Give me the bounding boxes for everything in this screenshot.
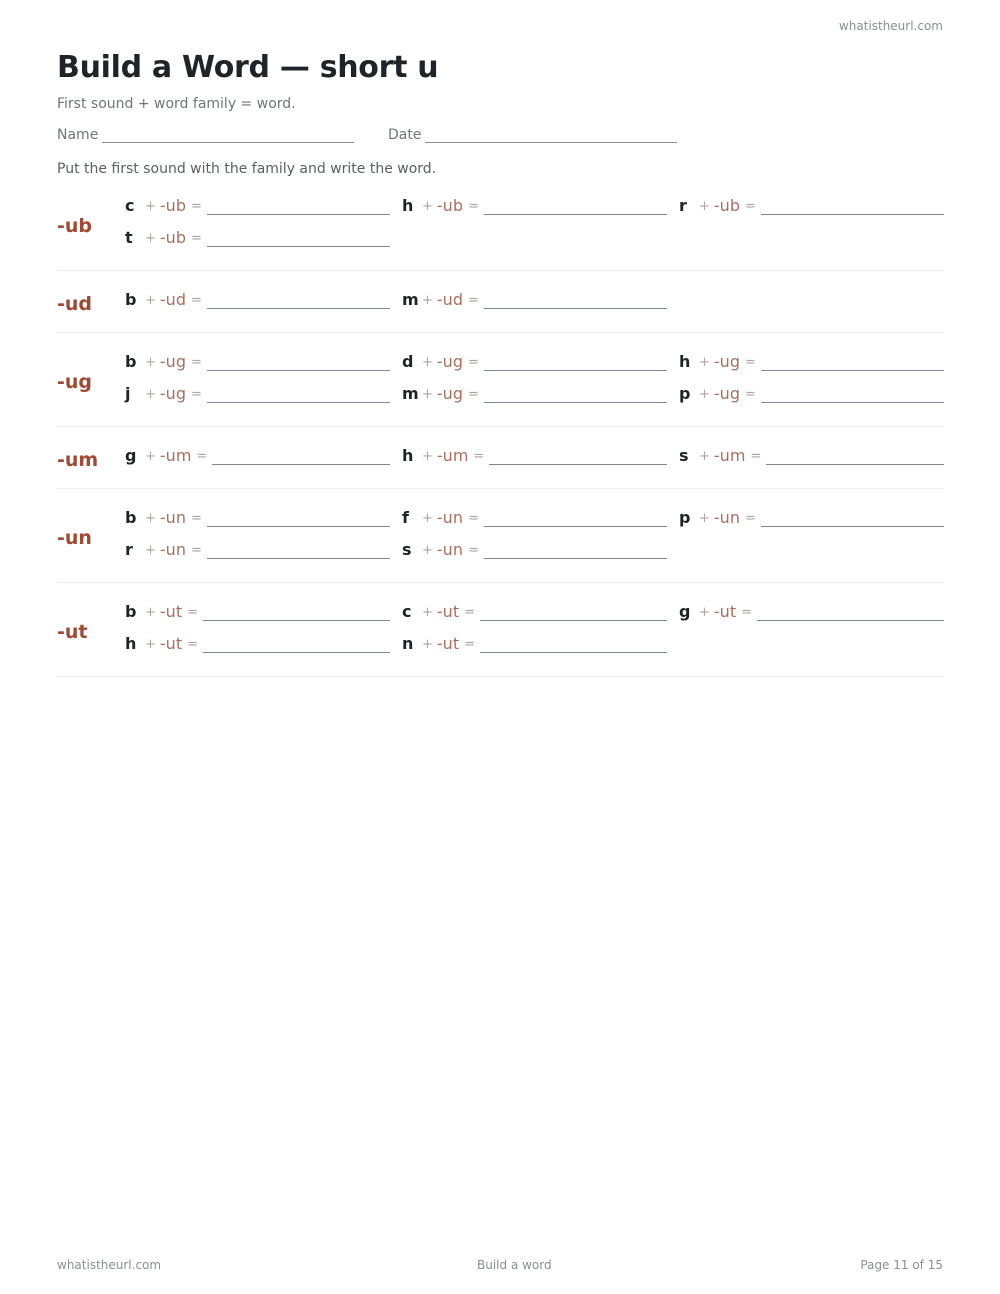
family-part: -ug xyxy=(713,384,740,403)
build-word-item xyxy=(679,381,944,403)
first-sound: h xyxy=(679,352,691,371)
first-sound: s xyxy=(679,446,689,465)
plus-sign: + xyxy=(145,543,156,558)
family-part: -ub xyxy=(436,196,463,215)
equals-sign: = xyxy=(190,355,202,370)
date-label: Date xyxy=(388,127,422,143)
plus-sign: + xyxy=(422,449,433,464)
family-part: -ut xyxy=(436,634,460,653)
build-word-item xyxy=(402,599,667,621)
family-part: -um xyxy=(713,446,746,465)
first-sound: t xyxy=(125,228,133,247)
answer-write-line[interactable] xyxy=(484,199,667,215)
plus-sign: + xyxy=(422,199,433,214)
name-write-line[interactable] xyxy=(102,129,354,143)
equals-sign: = xyxy=(750,449,762,464)
equals-sign: = xyxy=(744,511,756,526)
equals-sign: = xyxy=(744,199,756,214)
plus-sign: + xyxy=(699,355,710,370)
build-word-item xyxy=(125,193,390,215)
answer-write-line[interactable] xyxy=(484,355,667,371)
plus-sign: + xyxy=(145,637,156,652)
answer-write-line[interactable] xyxy=(484,387,667,403)
family-part: -ut xyxy=(159,602,183,621)
answer-write-line[interactable] xyxy=(207,355,390,371)
build-word-item xyxy=(125,443,390,465)
equals-sign: = xyxy=(473,449,485,464)
equals-sign: = xyxy=(190,543,202,558)
plus-sign: + xyxy=(145,231,156,246)
plus-sign: + xyxy=(145,605,156,620)
answer-write-line[interactable] xyxy=(480,605,667,621)
first-sound: b xyxy=(125,508,137,527)
equals-sign: = xyxy=(190,231,202,246)
answer-write-line[interactable] xyxy=(207,511,390,527)
plus-sign: + xyxy=(422,543,433,558)
build-word-item xyxy=(679,599,944,621)
page-title: Build a Word — short u xyxy=(57,50,439,85)
first-sound: h xyxy=(402,446,414,465)
first-sound: s xyxy=(402,540,412,559)
build-word-item xyxy=(125,349,390,371)
build-word-item xyxy=(125,631,390,653)
equals-sign: = xyxy=(467,199,479,214)
word-family-row xyxy=(57,510,944,583)
name-field xyxy=(57,127,354,143)
build-word-item xyxy=(402,287,667,309)
answer-write-line[interactable] xyxy=(207,231,390,247)
plus-sign: + xyxy=(422,355,433,370)
equals-sign: = xyxy=(464,605,475,620)
word-family-label: -ub xyxy=(57,215,93,237)
family-part: -ub xyxy=(159,196,186,215)
build-word-item xyxy=(402,193,667,215)
build-word-item xyxy=(125,287,390,309)
family-part: -ud xyxy=(436,290,463,309)
family-part: -ub xyxy=(159,228,186,247)
equals-sign: = xyxy=(467,511,479,526)
header-url: whatistheurl.com xyxy=(838,19,943,33)
equals-sign: = xyxy=(464,637,475,652)
equals-sign: = xyxy=(467,543,479,558)
equals-sign: = xyxy=(741,605,752,620)
word-family-label: -un xyxy=(57,527,92,549)
family-part: -ub xyxy=(713,196,740,215)
plus-sign: + xyxy=(145,355,156,370)
date-write-line[interactable] xyxy=(425,129,677,143)
first-sound: p xyxy=(679,508,691,527)
plus-sign: + xyxy=(145,387,156,402)
build-word-item xyxy=(679,443,944,465)
name-label: Name xyxy=(57,127,99,143)
answer-write-line[interactable] xyxy=(761,511,944,527)
build-word-item xyxy=(679,505,944,527)
answer-write-line[interactable] xyxy=(489,449,667,465)
first-sound: b xyxy=(125,352,137,371)
equals-sign: = xyxy=(467,387,479,402)
build-word-item xyxy=(125,505,390,527)
answer-write-line[interactable] xyxy=(484,293,667,309)
answer-write-line[interactable] xyxy=(484,511,667,527)
plus-sign: + xyxy=(699,605,710,620)
plus-sign: + xyxy=(699,199,710,214)
answer-write-line[interactable] xyxy=(757,605,944,621)
page-subtitle: First sound + word family = word. xyxy=(57,96,296,112)
instructions: Put the first sound with the family and write the word. xyxy=(57,161,437,177)
first-sound: m xyxy=(402,290,419,309)
equals-sign: = xyxy=(187,605,198,620)
answer-write-line[interactable] xyxy=(766,449,944,465)
build-word-item xyxy=(125,599,390,621)
family-part: -un xyxy=(159,540,186,559)
word-family-row xyxy=(57,604,944,677)
footer-page-number: Page 11 of 15 xyxy=(860,1258,943,1272)
build-word-item xyxy=(402,443,667,465)
first-sound: h xyxy=(125,634,137,653)
build-word-item xyxy=(402,349,667,371)
plus-sign: + xyxy=(699,387,710,402)
answer-write-line[interactable] xyxy=(761,355,944,371)
family-part: -ut xyxy=(713,602,737,621)
equals-sign: = xyxy=(467,293,479,308)
first-sound: c xyxy=(402,602,412,621)
word-family-label: -ut xyxy=(57,621,88,643)
build-word-item xyxy=(402,505,667,527)
equals-sign: = xyxy=(196,449,208,464)
first-sound: h xyxy=(402,196,414,215)
plus-sign: + xyxy=(422,387,433,402)
family-part: -ug xyxy=(159,384,186,403)
plus-sign: + xyxy=(422,293,433,308)
plus-sign: + xyxy=(422,511,433,526)
build-word-item xyxy=(125,225,390,247)
plus-sign: + xyxy=(145,199,156,214)
build-word-item xyxy=(402,381,667,403)
plus-sign: + xyxy=(699,449,710,464)
family-part: -ug xyxy=(436,352,463,371)
word-family-row xyxy=(57,198,944,271)
family-part: -um xyxy=(159,446,192,465)
word-family-list xyxy=(57,198,944,677)
build-word-item xyxy=(125,537,390,559)
build-word-item xyxy=(679,349,944,371)
first-sound: n xyxy=(402,634,414,653)
first-sound: b xyxy=(125,602,137,621)
first-sound: f xyxy=(402,508,409,527)
plus-sign: + xyxy=(145,449,156,464)
family-part: -ug xyxy=(436,384,463,403)
first-sound: g xyxy=(679,602,691,621)
plus-sign: + xyxy=(145,293,156,308)
plus-sign: + xyxy=(699,511,710,526)
word-family-label: -ud xyxy=(57,293,93,315)
first-sound: b xyxy=(125,290,137,309)
family-part: -un xyxy=(436,508,463,527)
answer-write-line[interactable] xyxy=(203,605,390,621)
first-sound: r xyxy=(125,540,133,559)
word-family-row xyxy=(57,448,944,489)
answer-write-line[interactable] xyxy=(207,387,390,403)
family-part: -un xyxy=(159,508,186,527)
first-sound: c xyxy=(125,196,135,215)
build-word-item xyxy=(125,381,390,403)
build-word-item xyxy=(679,193,944,215)
family-part: -un xyxy=(436,540,463,559)
family-part: -un xyxy=(713,508,740,527)
equals-sign: = xyxy=(190,199,202,214)
answer-write-line[interactable] xyxy=(212,449,390,465)
footer-url: whatistheurl.com xyxy=(57,1258,162,1272)
answer-write-line[interactable] xyxy=(203,637,390,653)
family-part: -ut xyxy=(436,602,460,621)
family-part: -ut xyxy=(159,634,183,653)
build-word-item xyxy=(402,537,667,559)
answer-write-line[interactable] xyxy=(484,543,667,559)
equals-sign: = xyxy=(467,355,479,370)
equals-sign: = xyxy=(744,355,756,370)
build-word-item xyxy=(402,631,667,653)
equals-sign: = xyxy=(187,637,198,652)
answer-write-line[interactable] xyxy=(761,387,944,403)
answer-write-line[interactable] xyxy=(207,543,390,559)
family-part: -um xyxy=(436,446,469,465)
equals-sign: = xyxy=(190,387,202,402)
answer-write-line[interactable] xyxy=(207,293,390,309)
word-family-row xyxy=(57,292,944,333)
first-sound: p xyxy=(679,384,691,403)
family-part: -ug xyxy=(159,352,186,371)
first-sound: r xyxy=(679,196,687,215)
date-field xyxy=(388,127,677,143)
first-sound: j xyxy=(125,384,131,403)
family-part: -ug xyxy=(713,352,740,371)
plus-sign: + xyxy=(422,637,433,652)
plus-sign: + xyxy=(145,511,156,526)
first-sound: m xyxy=(402,384,419,403)
first-sound: d xyxy=(402,352,414,371)
word-family-label: -ug xyxy=(57,371,93,393)
word-family-row xyxy=(57,354,944,427)
student-info xyxy=(57,127,757,147)
footer-title: Build a word xyxy=(477,1258,552,1272)
answer-write-line[interactable] xyxy=(480,637,667,653)
first-sound: g xyxy=(125,446,137,465)
equals-sign: = xyxy=(190,511,202,526)
word-family-label: -um xyxy=(57,449,99,471)
family-part: -ud xyxy=(159,290,186,309)
answer-write-line[interactable] xyxy=(761,199,944,215)
equals-sign: = xyxy=(190,293,202,308)
equals-sign: = xyxy=(744,387,756,402)
answer-write-line[interactable] xyxy=(207,199,390,215)
plus-sign: + xyxy=(422,605,433,620)
